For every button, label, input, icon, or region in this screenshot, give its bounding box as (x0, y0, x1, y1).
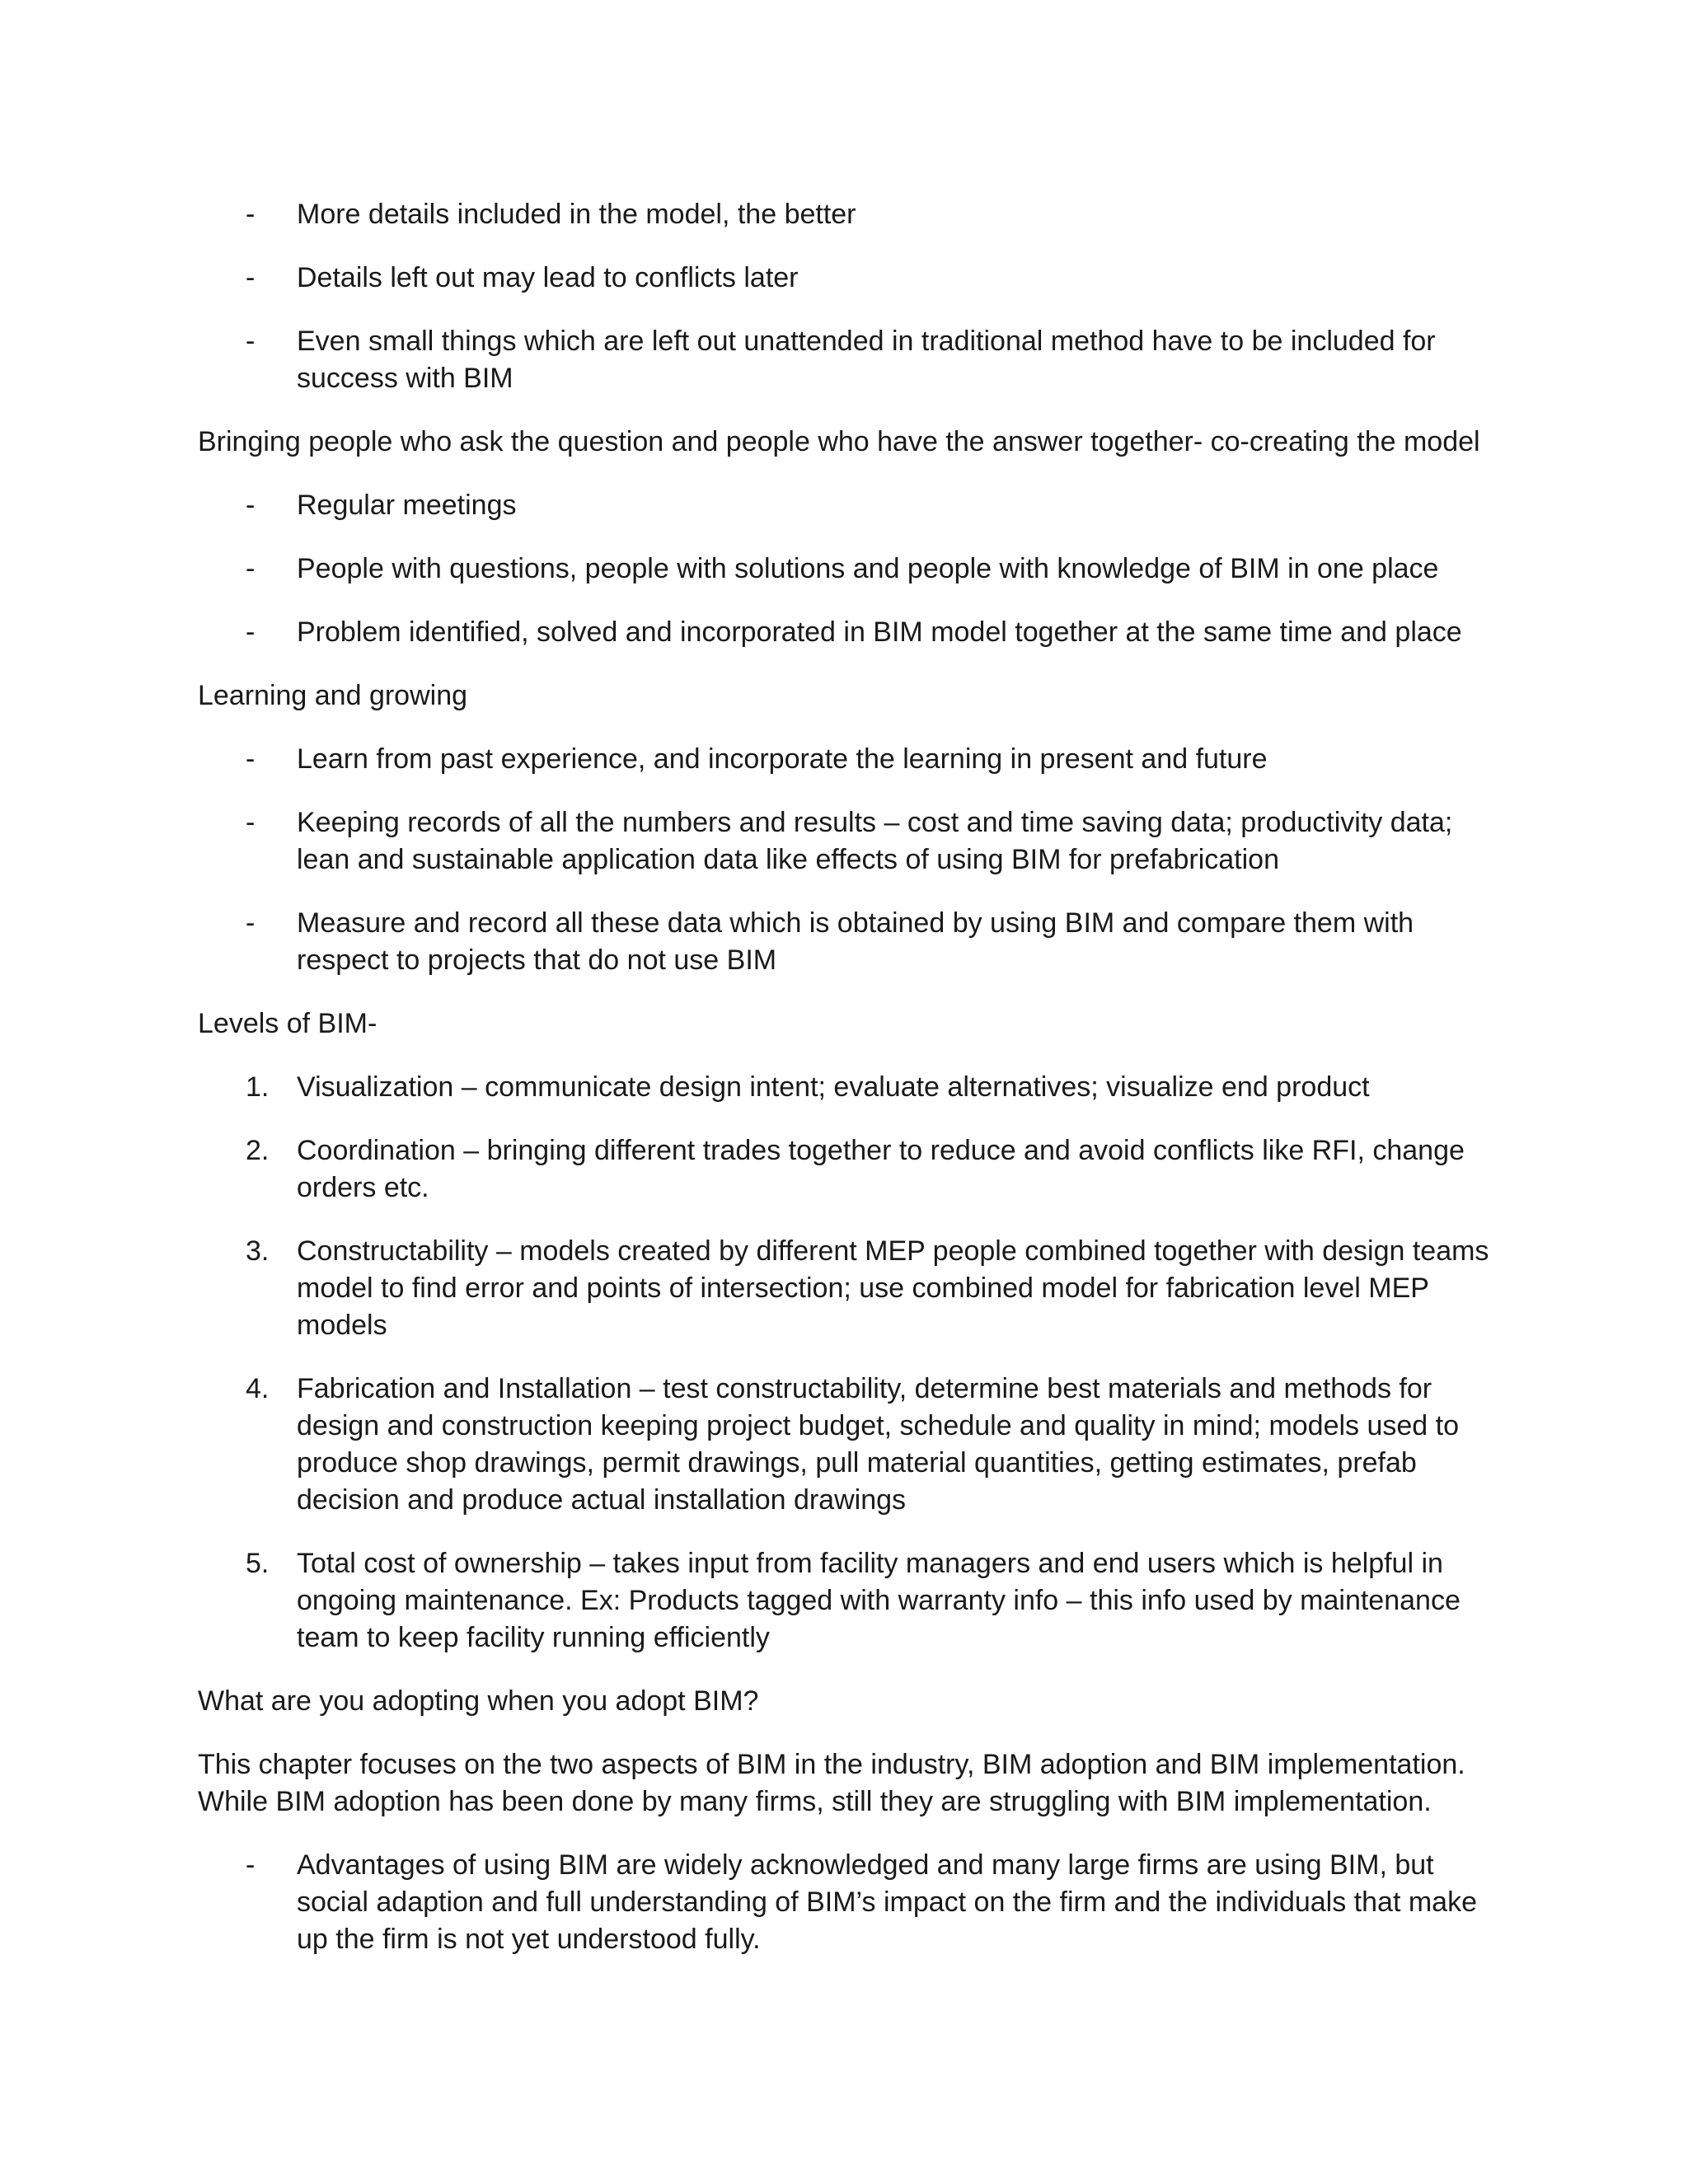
list-item-text: Advantages of using BIM are widely acknowledged and many large firms are using BIM, but social adaption and full understanding of BIM’s impact on the firm and the individuals that make up the firm is not yet understood fully. (297, 1849, 1477, 1955)
list-item (198, 551, 1500, 588)
list-item (198, 905, 1500, 979)
list-item (198, 323, 1500, 397)
list-item-text: Coordination – bringing different trades together to reduce and avoid conflicts like RFI, change orders etc. (297, 1135, 1465, 1203)
paragraph-chapter-focus: This chapter focuses on the two aspects of BIM in the industry, BIM adoption and BIM implementation. While BIM adoption has been done by many firms, still they are struggling with BIM implementation. (198, 1749, 1465, 1817)
list-item (198, 196, 1500, 233)
bullet-list-learning (198, 741, 1500, 979)
list-item-text: Total cost of ownership – takes input from facility managers and end users which is helpful in ongoing maintenance. Ex: Products tagged with warranty info – this info used by maintenance team to keep facility running efficiently (297, 1548, 1461, 1653)
list-item-text: Fabrication and Installation – test constructability, determine best materials and methods for design and construction keeping project budget, schedule and quality in mind; models used to produce shop drawings, permit drawings, pull material quantities, getting estimates, prefab decision and produce actual installation drawings (297, 1373, 1460, 1516)
paragraph-adopting-question: What are you adopting when you adopt BIM? (198, 1685, 759, 1717)
bullet-marker: - (246, 907, 256, 939)
bullet-marker: - (246, 743, 256, 775)
number-marker: 3. (246, 1235, 270, 1267)
list-item-text: People with questions, people with solutions and people with knowledge of BIM in one place (297, 553, 1439, 584)
list-item-text: Details left out may lead to conflicts later (297, 262, 799, 293)
list-item (198, 804, 1500, 879)
bullet-marker: - (246, 199, 256, 230)
bullet-marker: - (246, 490, 256, 521)
bullet-list-meetings (198, 487, 1500, 651)
list-item (198, 741, 1500, 778)
number-marker: 1. (246, 1071, 270, 1103)
paragraph-learning-growing: Learning and growing (198, 680, 468, 711)
list-item (198, 1069, 1500, 1106)
document-body (198, 196, 1500, 1985)
list-item-text: Constructability – models created by different MEP people combined together with design teams model to find error and points of intersection; use combined model for fabrication level MEP models (297, 1235, 1489, 1341)
number-marker: 5. (246, 1548, 270, 1579)
list-item (198, 614, 1500, 651)
list-item-text: Visualization – communicate design intent; evaluate alternatives; visualize end product (297, 1071, 1370, 1103)
list-item (198, 1132, 1500, 1207)
list-item-text: Learn from past experience, and incorporate the learning in present and future (297, 743, 1268, 775)
list-item-text: Problem identified, solved and incorporated in BIM model together at the same time and place (297, 616, 1462, 648)
paragraph-levels-of-bim: Levels of BIM- (198, 1008, 377, 1039)
bullet-marker: - (246, 326, 256, 357)
number-marker: 4. (246, 1373, 270, 1404)
numbered-list-bim-levels (198, 1069, 1500, 1657)
list-item (198, 1371, 1500, 1519)
number-marker: 2. (246, 1135, 270, 1166)
list-item (198, 1545, 1500, 1657)
list-item-text: Keeping records of all the numbers and results – cost and time saving data; productivity data; lean and sustainable application data like effects of using BIM for prefabrication (297, 807, 1453, 875)
list-item (198, 260, 1500, 297)
bullet-marker: - (246, 1849, 256, 1881)
list-item-text: Measure and record all these data which is obtained by using BIM and compare them with respect to projects that do not use BIM (297, 907, 1414, 976)
list-item-text: More details included in the model, the better (297, 199, 856, 230)
list-item (198, 1847, 1500, 1958)
list-item-text: Even small things which are left out unattended in traditional method have to be included for success with BIM (297, 326, 1436, 394)
bullet-marker: - (246, 616, 256, 648)
bullet-list-model-details (198, 196, 1500, 397)
bullet-marker: - (246, 262, 256, 293)
list-item (198, 487, 1500, 524)
list-item-text: Regular meetings (297, 490, 517, 521)
bullet-marker: - (246, 807, 256, 838)
bullet-list-advantages (198, 1847, 1500, 1958)
list-item (198, 1233, 1500, 1344)
paragraph-co-creating: Bringing people who ask the question and people who have the answer together- co-creating the model (198, 426, 1480, 457)
bullet-marker: - (246, 553, 256, 584)
